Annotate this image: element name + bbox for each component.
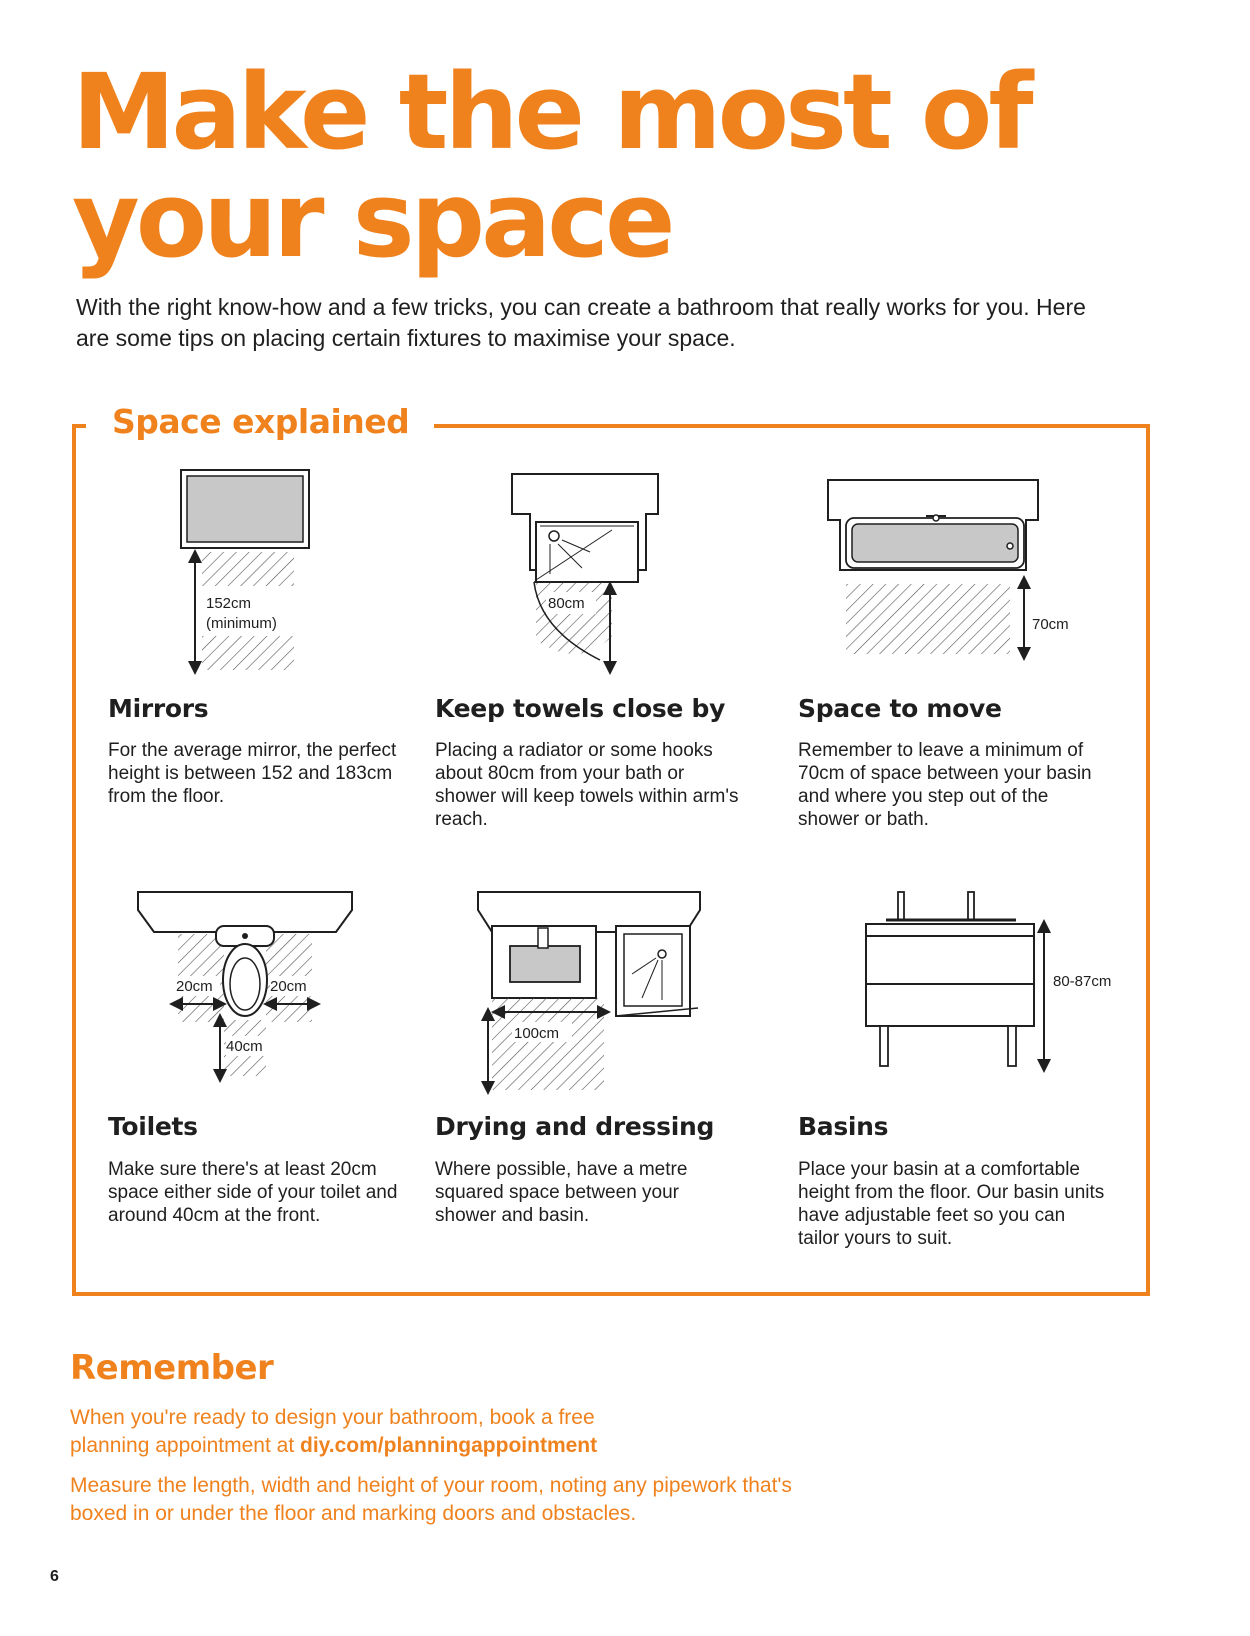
card-title-toilets: Toilets (108, 1112, 198, 1141)
card-text-drying: Where possible, have a metre squared space between your shower and basin. (435, 1159, 688, 1226)
card-text-basins: Place your basin at a comfortable height from the floor. Our basin units have adjustable feet so you can tailor yours to suit. (798, 1159, 1105, 1249)
page-number: 6 (50, 1568, 59, 1585)
space-to-move-label: 70cm (1032, 616, 1069, 633)
towels-distance-label: 80cm (548, 595, 585, 612)
remember-title: Remember (70, 1348, 274, 1388)
basin-height-label: 80-87cm (1053, 973, 1112, 990)
page-title (72, 51, 1072, 281)
mirror-minimum-label: (minimum) (206, 615, 277, 632)
toilet-diagram (136, 890, 356, 1090)
space-to-move-diagram (826, 478, 1069, 658)
card-title-space-to-move: Space to move (798, 694, 1002, 723)
mirror-diagram (180, 468, 330, 678)
card-text-toilets: Make sure there's at least 20cm space either side of your toilet and around 40cm at the front. (108, 1159, 398, 1226)
remember-tip-booking (70, 1404, 670, 1460)
intro-text: With the right know-how and a few tricks, you can create a bathroom that really works for you. Here are some tips on placing certain fixtures to maximise your space. (76, 294, 1086, 351)
drying-space-label: 100cm (514, 1025, 560, 1042)
card-text-towels: Placing a radiator or some hooks about 80cm from your bath or shower will keep towels within arm's reach. (435, 740, 739, 830)
card-title-drying: Drying and dressing (435, 1112, 715, 1141)
page-title-line1: Make the most of (72, 51, 1030, 173)
remember-tip-measure: Measure the length, width and height of your room, noting any pipework that's boxed in or under the floor and marking doors and obstacles. (70, 1474, 792, 1525)
card-title-towels: Keep towels close by (435, 694, 726, 723)
space-explained-title: Space explained (112, 402, 410, 441)
mirror-height-label: 152cm (206, 595, 252, 612)
towels-diagram (510, 470, 670, 675)
toilet-right-label: 20cm (270, 978, 307, 995)
toilet-front-label: 40cm (226, 1038, 263, 1055)
drying-diagram (476, 890, 706, 1090)
page-title-line2: your space (72, 159, 672, 281)
toilet-left-label: 20cm (176, 978, 213, 995)
remember-booking-text: When you're ready to design your bathroom, book a free planning appointment at (70, 1406, 595, 1457)
planning-appointment-link[interactable]: diy.com/planningappointment (300, 1434, 598, 1457)
card-text-space-to-move: Remember to leave a minimum of 70cm of space between your basin and where you step out of the shower or bath. (798, 740, 1092, 830)
basin-diagram (856, 886, 1112, 1086)
card-title-basins: Basins (798, 1112, 889, 1141)
card-title-mirrors: Mirrors (108, 694, 209, 723)
card-text-mirrors: For the average mirror, the perfect height is between 152 and 183cm from the floor. (108, 740, 397, 807)
